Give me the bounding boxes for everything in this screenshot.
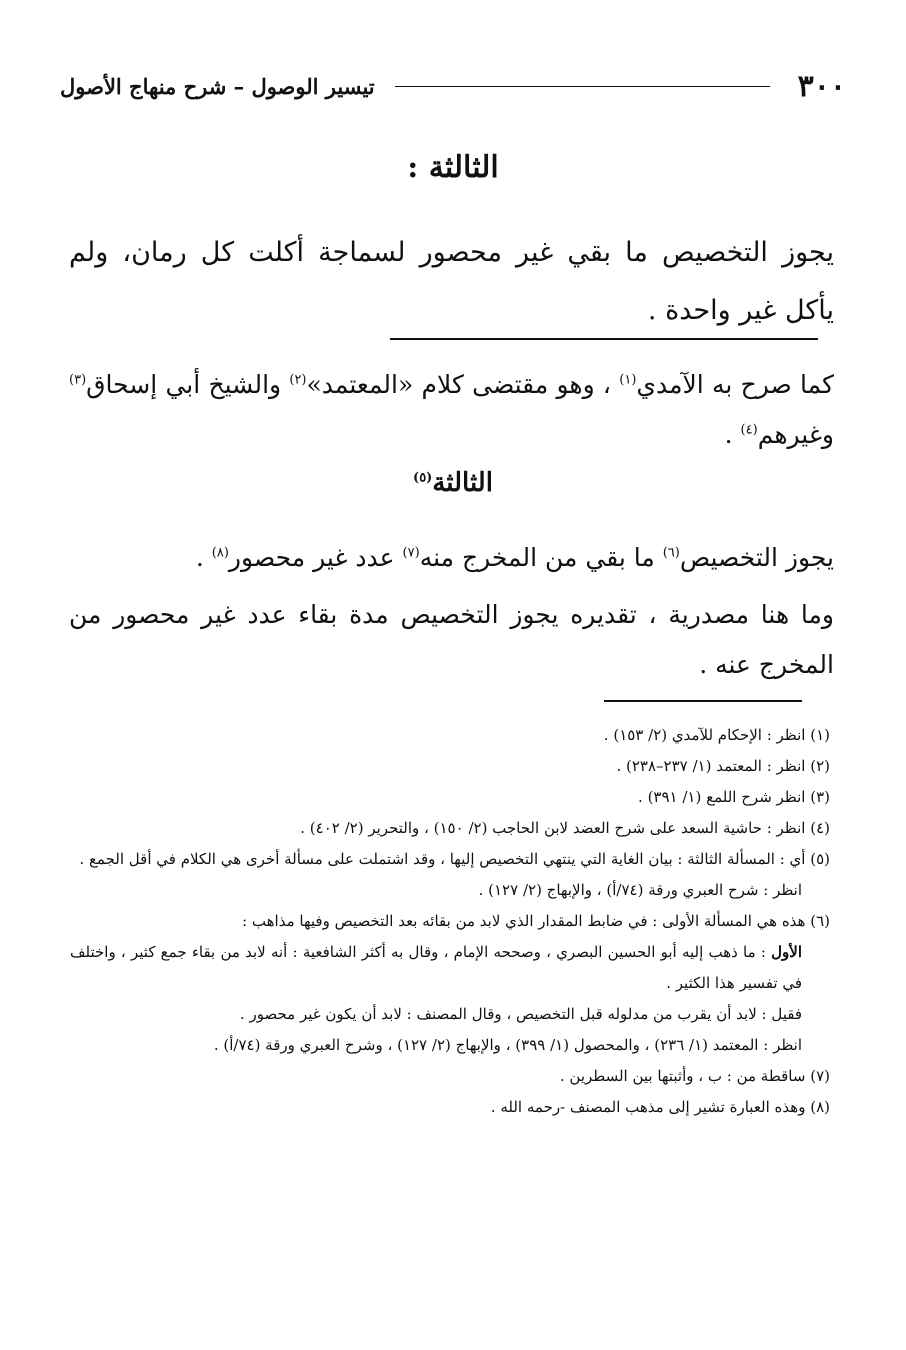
footnote-6-first-text: : ما ذهب إليه أبو الحسين البصري ، وصححه الإمام ، وقال به أكثر الشافعية : أنه لابد من بقاء جمع كثير ، واختلف في تفسير هذا الكثير .: [70, 943, 802, 992]
footnote-1: (١) انظر : الإحكام للآمدي (٢/ ١٥٣) .: [603, 726, 830, 744]
footnote-3: (٣) انظر شرح اللمع (١/ ٣٩١) .: [638, 788, 830, 806]
commentary-paragraph-3: وما هنا مصدرية ، تقديره يجوز التخصيص مدة بقاء عدد غير محصور من المخرج عنه .: [69, 600, 834, 679]
footnote-7: (٧) ساقطة من : ب ، وأثبتها بين السطرين .: [559, 1067, 830, 1085]
commentary-text: .: [724, 420, 741, 449]
commentary-text: كما صرح به الآمدي: [636, 370, 834, 399]
commentary-text: .: [195, 543, 212, 572]
commentary-text: ، وهو مقتضى كلام «المعتمد»: [306, 370, 620, 399]
commentary-text: والشيخ أبي إسحاق: [86, 370, 290, 399]
footnote-5: (٥) أي : المسألة الثالثة : بيان الغاية التي ينتهي التخصيص إليها ، وقد اشتملت على مسألة أخرى هي الكلام في أقل الجمع .: [79, 850, 830, 868]
footnote-8: (٨) وهذه العبارة تشير إلى مذهب المصنف -رحمه الله .: [490, 1098, 830, 1116]
commentary-text: يجوز التخصيص: [679, 543, 834, 572]
footnote-6-second-view: فقيل : لابد أن يقرب من مدلوله قبل التخصيص ، وقال المصنف : لابد أن يكون غير محصور .: [239, 1005, 802, 1023]
footnote-6: (٦) هذه هي المسألة الأولى : في ضابط المقدار الذي لابد من بقائه بعد التخصيص وفيها مذاهب :: [242, 912, 830, 930]
matn-separator: [390, 338, 818, 340]
footnote-5-reference: انظر : شرح العبري ورقة (٧٤/أ) ، والإبهاج (٢/ ١٢٧) .: [478, 881, 802, 899]
header-rule: [395, 86, 770, 87]
matn-text: يجوز التخصيص ما بقي غير محصور لسماجة أكلت كل رمان، ولم يأكل غير واحدة .: [69, 237, 834, 326]
commentary-text: ما بقي من المخرج منه: [419, 543, 663, 572]
footnote-6-first-label: الأول: [771, 943, 802, 961]
section-heading-text: الثالثة: [432, 468, 493, 498]
footnote-ref-1: (١): [619, 372, 637, 388]
footnote-4: (٤) انظر : حاشية السعد على شرح العضد لابن الحاجب (٢/ ١٥٠) ، والتحرير (٢/ ٤٠٢) .: [300, 819, 830, 837]
footnote-ref-7: (٧): [402, 545, 420, 561]
commentary-text: وغيرهم: [757, 420, 834, 449]
commentary-text: عدد غير محصور: [228, 543, 403, 572]
footnote-6-reference: انظر : المعتمد (١/ ٢٣٦) ، والمحصول (١/ ٣٩٩) ، والإبهاج (٢/ ١٢٧) ، وشرح العبري ورقة (٧٤/أ) .: [213, 1036, 802, 1054]
footnote-ref-3: (٣): [69, 372, 87, 388]
matn-heading: الثالثة :: [407, 150, 499, 185]
footnote-separator: [604, 700, 802, 702]
footnote-ref-4: (٤): [740, 422, 758, 438]
running-title: تيسير الوصول – شرح منهاج الأصول: [60, 73, 375, 99]
footnote-2: (٢) انظر : المعتمد (١/ ٢٣٧–٢٣٨) .: [616, 757, 830, 775]
page-number: ٣٠٠: [797, 68, 846, 104]
footnote-ref-6: (٦): [662, 545, 680, 561]
section-heading: [0, 468, 906, 498]
footnote-6-first-view: [70, 937, 830, 999]
footnotes: [70, 720, 830, 1123]
commentary-paragraph-2: [69, 532, 834, 584]
footnote-ref-8: (٨): [211, 545, 229, 561]
footnote-ref-2: (٢): [289, 372, 307, 388]
commentary-paragraph-1: [69, 360, 834, 460]
running-header: [60, 66, 846, 106]
footnote-ref-5: (٥): [413, 470, 433, 486]
